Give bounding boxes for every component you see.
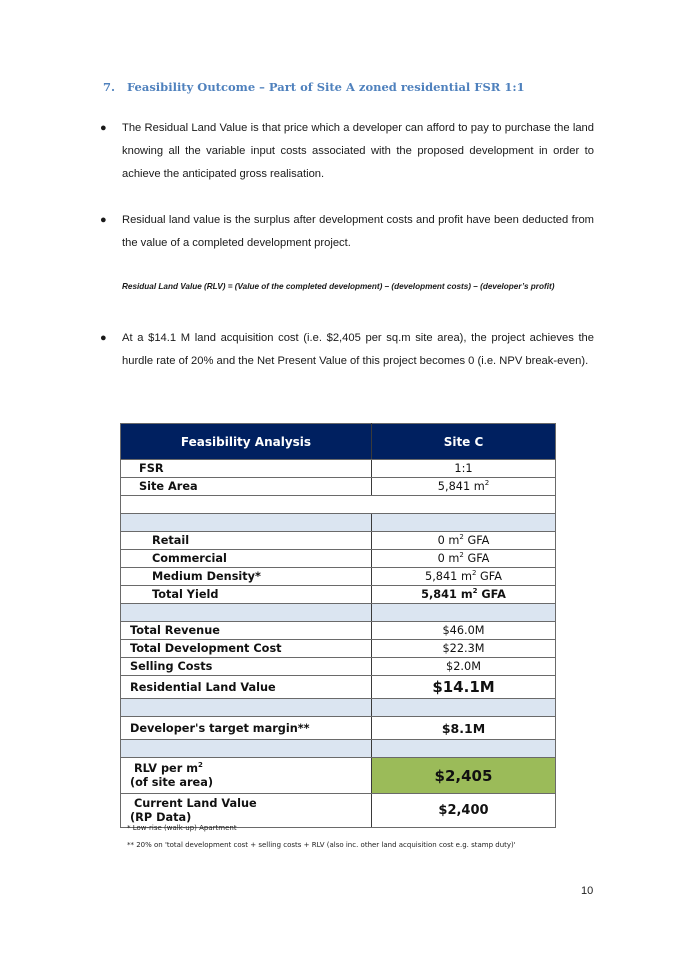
table-row-total-development-cost <box>121 640 556 658</box>
table-row-residential-land-value <box>121 676 556 699</box>
row-label: RLV per $m^2$ (of site area) <box>121 758 372 794</box>
bullet-text: At a $14.1 M land acquisition cost (i.e. $2,405 per sq.m site area), the project achieves the hurdle rate of 20% and the Net Present Value of this project becomes 0 (i.e. NPV break-even). <box>122 332 594 367</box>
rlv-per-m2-value: $2,405 <box>372 758 556 794</box>
row-value: 5,841 $m^2$ GFA <box>372 586 556 604</box>
table-row-spacer <box>121 740 556 758</box>
table-row-blank <box>121 496 556 514</box>
page-number: 10 <box>581 885 594 897</box>
row-value: $8.1M <box>372 717 556 740</box>
row-value: $46.0M <box>372 622 556 640</box>
spacer-cell <box>121 740 372 758</box>
section-number: 7. <box>103 80 116 94</box>
table-row-spacer <box>121 514 556 532</box>
spacer-cell <box>372 740 556 758</box>
table-row-total-yield <box>121 586 556 604</box>
table-row-spacer <box>121 604 556 622</box>
row-value: $22.3M <box>372 640 556 658</box>
table-row-retail <box>121 532 556 550</box>
row-value: $2,400 <box>372 794 556 828</box>
footnote-single-asterisk: * Low-rise (walk-up) Apartment <box>127 824 237 832</box>
row-label: Total Revenue <box>121 622 372 640</box>
table-row-developer-margin <box>121 717 556 740</box>
row-label: Selling Costs <box>121 658 372 676</box>
row-label: Total Development Cost <box>121 640 372 658</box>
table-header-row <box>121 424 556 460</box>
rlv-formula: Residual Land Value (RLV) = (Value of the completed development) – (development costs) – (developer’s profit) <box>122 282 555 291</box>
feasibility-table <box>120 423 556 828</box>
row-value: $2.0M <box>372 658 556 676</box>
row-label: Site Area <box>121 478 372 496</box>
spacer-cell <box>372 514 556 532</box>
footnote-double-asterisk: ** 20% on 'total development cost + selling costs + RLV (also inc. other land acquisition cost e.g. stamp duty)' <box>127 841 516 849</box>
row-label: Commercial <box>121 550 372 568</box>
row-value: 1:1 <box>372 460 556 478</box>
section-heading <box>103 80 525 94</box>
spacer-cell <box>372 604 556 622</box>
spacer-cell <box>372 699 556 717</box>
spacer-cell <box>121 699 372 717</box>
row-label: FSR <box>121 460 372 478</box>
spacer-cell <box>121 514 372 532</box>
bullet-item <box>100 117 594 186</box>
bullet-item <box>100 327 594 373</box>
row-label: Medium Density* <box>121 568 372 586</box>
table-row-total-revenue <box>121 622 556 640</box>
bullet-icon: ● <box>100 214 107 226</box>
table-row-commercial <box>121 550 556 568</box>
bullet-item <box>100 209 594 255</box>
bullet-icon: ● <box>100 122 107 134</box>
table-row-rlv-per-m2 <box>121 758 556 794</box>
table-row-selling-costs <box>121 658 556 676</box>
row-label: Retail <box>121 532 372 550</box>
spacer-cell <box>121 604 372 622</box>
table-row-fsr <box>121 460 556 478</box>
blank-cell <box>121 496 556 514</box>
table-row-medium-density <box>121 568 556 586</box>
table-row-site-area <box>121 478 556 496</box>
bullet-icon: ● <box>100 332 107 344</box>
row-value: 0 $m^2$ GFA <box>372 532 556 550</box>
row-label: Total Yield <box>121 586 372 604</box>
row-value: $14.1M <box>372 676 556 699</box>
table-row-current-land-value <box>121 794 556 828</box>
row-value: 5,841 $m^2$ <box>372 478 556 496</box>
header-feasibility-analysis: Feasibility Analysis <box>121 424 372 460</box>
header-site-c: Site C <box>372 424 556 460</box>
bullet-text: Residual land value is the surplus after development costs and profit have been deducted from the value of a completed development project. <box>122 214 594 249</box>
bullet-text: The Residual Land Value is that price which a developer can afford to pay to purchase the land knowing all the variable input costs associated with the proposed development in order to achieve the anticipated gross realisation. <box>122 122 594 180</box>
row-label: Residential Land Value <box>121 676 372 699</box>
row-label: Current Land Value (RP Data) <box>121 794 372 828</box>
section-title: Feasibility Outcome – Part of Site A zoned residential FSR 1:1 <box>127 80 525 94</box>
row-value: 5,841 $m^2$ GFA <box>372 568 556 586</box>
row-label: Developer's target margin** <box>121 717 372 740</box>
row-value: 0 $m^2$ GFA <box>372 550 556 568</box>
table-row-spacer <box>121 699 556 717</box>
